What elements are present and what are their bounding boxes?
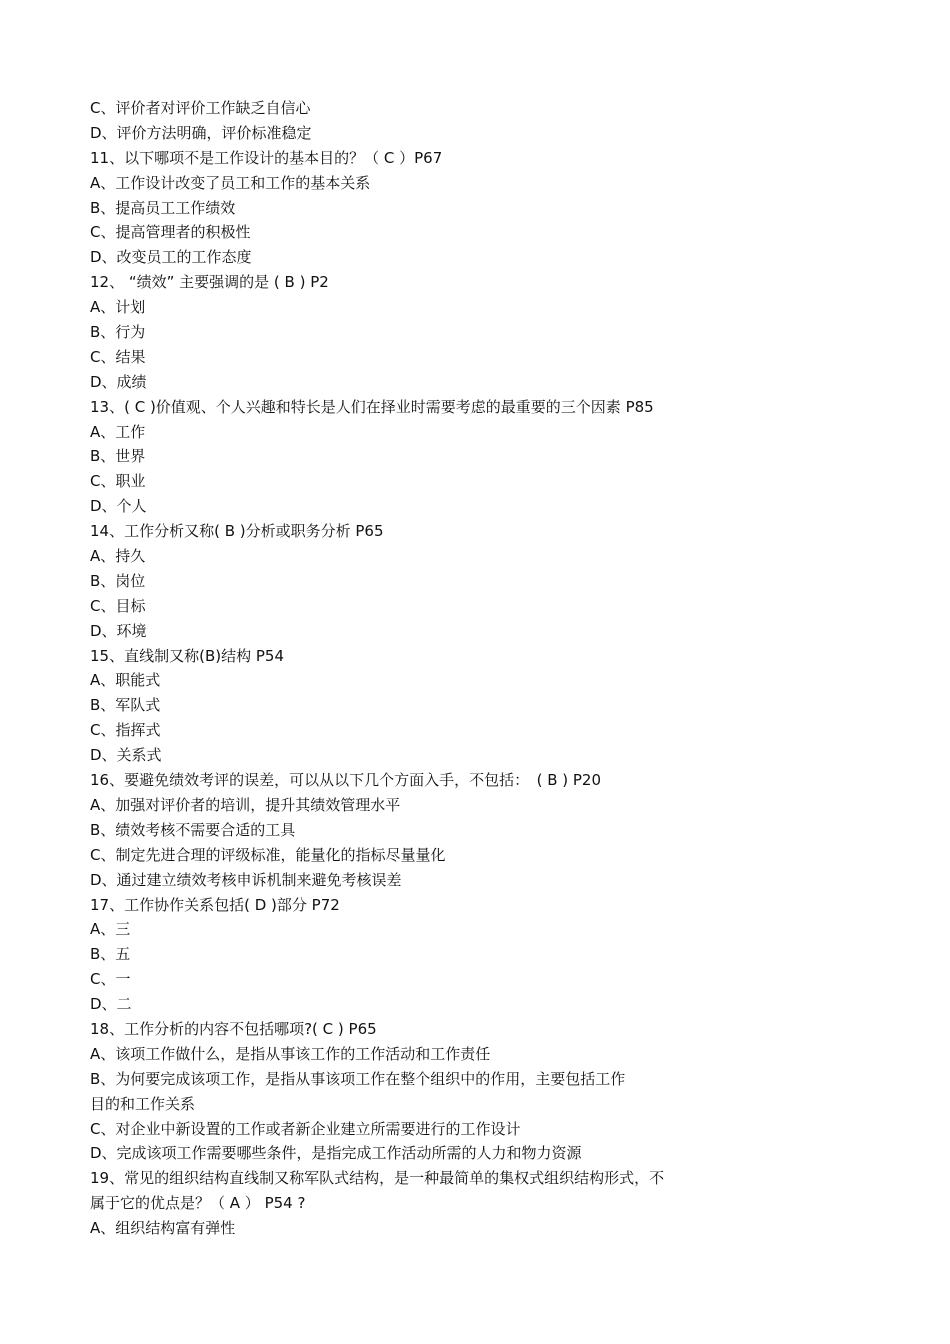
- question-17: 17、工作协作关系包括( D )部分 P72: [90, 895, 340, 914]
- text-line: B、军队式: [90, 696, 161, 715]
- text-line: D、评价方法明确，评价标准稳定: [90, 123, 312, 142]
- question-13: 13、( C )价值观、个人兴趣和特长是人们在择业时需要考虑的最重要的三个因素 P85: [90, 397, 654, 416]
- text-line: A、组织结构富有弹性: [90, 1219, 236, 1238]
- text-line: D、关系式: [90, 746, 162, 765]
- text-line: C、提高管理者的积极性: [90, 223, 251, 242]
- text-line: A、职能式: [90, 671, 161, 690]
- question-15: 15、直线制又称(B)结构 P54: [90, 646, 284, 665]
- question-19: 19、常见的组织结构直线制又称军队式结构，是一种最简单的集权式组织结构形式，不: [90, 1169, 665, 1188]
- text-line: D、个人: [90, 497, 147, 516]
- text-line: A、该项工作做什么，是指从事该工作的工作活动和工作责任: [90, 1044, 491, 1063]
- text-line: C、对企业中新设置的工作或者新企业建立所需要进行的工作设计: [90, 1119, 521, 1138]
- text-line: A、三: [90, 920, 131, 939]
- text-line: B、为何要完成该项工作，是指从事该项工作在整个组织中的作用，主要包括工作: [90, 1069, 626, 1088]
- text-line: 目的和工作关系: [90, 1094, 196, 1113]
- text-line: A、计划: [90, 298, 146, 317]
- text-line: D、通过建立绩效考核申诉机制来避免考核误差: [90, 870, 402, 889]
- text-line: 属于它的优点是？（ A ） P54 ?: [90, 1194, 306, 1213]
- text-line: D、完成该项工作需要哪些条件，是指完成工作活动所需的人力和物力资源: [90, 1144, 582, 1163]
- text-line: A、工作设计改变了员工和工作的基本关系: [90, 173, 371, 192]
- text-line: C、一: [90, 970, 131, 989]
- question-18: 18、工作分析的内容不包括哪项?( C ) P65: [90, 1019, 377, 1038]
- text-line: C、评价者对评价工作缺乏自信心: [90, 99, 311, 117]
- question-14: 14、工作分析又称( B )分析或职务分析 P65: [90, 522, 384, 541]
- text-line: D、成绩: [90, 372, 147, 391]
- question-11: 11、以下哪项不是工作设计的基本目的？（ C ）P67: [90, 148, 443, 167]
- document-page: [90, 96, 870, 1241]
- text-line: C、目标: [90, 596, 146, 615]
- text-line: A、工作: [90, 422, 146, 441]
- text-line: C、职业: [90, 472, 146, 491]
- text-line: A、加强对评价者的培训，提升其绩效管理水平: [90, 795, 401, 814]
- text-line: B、五: [90, 945, 131, 964]
- text-line: C、结果: [90, 347, 146, 366]
- question-12: 12、 “绩效” 主要强调的是 ( B ) P2: [90, 273, 329, 292]
- text-line: B、世界: [90, 447, 146, 466]
- question-16: 16、要避免绩效考评的误差，可以从以下几个方面入手，不包括： ( B ) P20: [90, 771, 602, 790]
- text-line: B、行为: [90, 323, 146, 342]
- text-line: C、制定先进合理的评级标准，能量化的指标尽量量化: [90, 845, 446, 864]
- text-line: B、绩效考核不需要合适的工具: [90, 820, 296, 839]
- text-line: A、持久: [90, 547, 146, 566]
- text-line: D、二: [90, 995, 132, 1014]
- text-line: C、指挥式: [90, 721, 161, 740]
- text-line: B、提高员工工作绩效: [90, 198, 236, 217]
- text-line: B、岗位: [90, 571, 146, 590]
- text-line: D、改变员工的工作态度: [90, 248, 252, 267]
- text-line: D、环境: [90, 621, 147, 640]
